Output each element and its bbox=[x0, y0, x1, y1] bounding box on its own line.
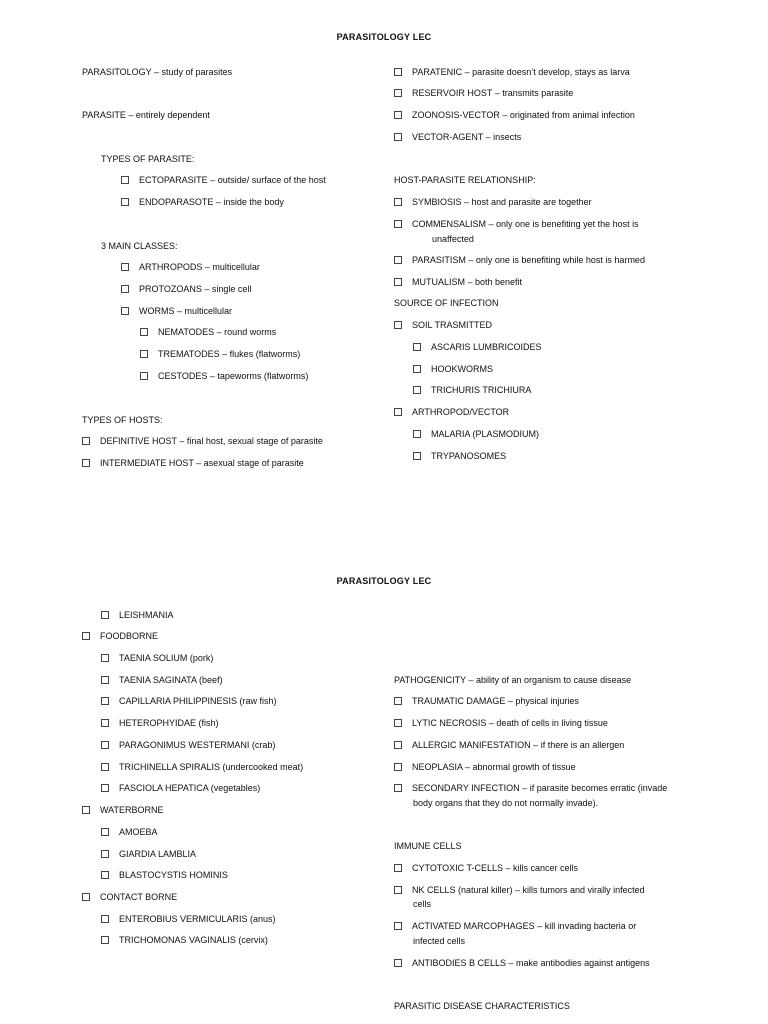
list-item: BLASTOCYSTIS HOMINIS bbox=[101, 869, 228, 882]
list-item: TRICHOMONAS VAGINALIS (cervix) bbox=[101, 934, 268, 947]
checkbox-icon bbox=[101, 850, 109, 858]
list-item: ENDOPARASOTE – inside the body bbox=[121, 196, 284, 209]
checkbox-icon bbox=[394, 68, 402, 76]
list-item: WATERBORNE bbox=[82, 804, 164, 817]
checkbox-icon bbox=[101, 676, 109, 684]
list-item: NEMATODES – round worms bbox=[140, 326, 276, 339]
page-title: PARASITOLOGY LEC bbox=[336, 576, 432, 586]
list-item: SOIL TRASMITTED bbox=[394, 319, 492, 332]
checkbox-icon bbox=[394, 408, 402, 416]
checkbox-icon bbox=[394, 133, 402, 141]
list-item: ECTOPARASITE – outside/ surface of the host bbox=[121, 174, 326, 187]
checkbox-icon bbox=[394, 784, 402, 792]
checkbox-icon bbox=[413, 343, 421, 351]
list-item: ALLERGIC MANIFESTATION – if there is an allergen bbox=[394, 739, 624, 752]
checkbox-icon bbox=[101, 611, 109, 619]
list-item: TRICHURIS TRICHIURA bbox=[413, 384, 531, 397]
checkbox-icon bbox=[101, 828, 109, 836]
types-of-hosts-heading: TYPES OF HOSTS: bbox=[82, 415, 163, 425]
list-item: MALARIA (PLASMODIUM) bbox=[413, 428, 539, 441]
checkbox-icon bbox=[140, 328, 148, 336]
checkbox-icon bbox=[121, 285, 129, 293]
checkbox-icon bbox=[394, 256, 402, 264]
checkbox-icon bbox=[413, 365, 421, 373]
list-item: ZOONOSIS-VECTOR – originated from animal infection bbox=[394, 109, 635, 122]
list-item: COMMENSALISM – only one is benefiting yet the host is bbox=[394, 218, 639, 231]
checkbox-icon bbox=[394, 89, 402, 97]
list-item: LEISHMANIA bbox=[101, 609, 174, 622]
checkbox-icon bbox=[101, 741, 109, 749]
checkbox-icon bbox=[394, 922, 402, 930]
checkbox-icon bbox=[413, 452, 421, 460]
parasite-definition: PARASITE – entirely dependent bbox=[82, 110, 210, 120]
list-item-continuation: infected cells bbox=[413, 936, 466, 946]
checkbox-icon bbox=[82, 893, 90, 901]
immune-cells-heading: IMMUNE CELLS bbox=[394, 841, 462, 851]
list-item: CYTOTOXIC T-CELLS – kills cancer cells bbox=[394, 862, 578, 875]
list-item: FOODBORNE bbox=[82, 630, 158, 643]
list-item: TRAUMATIC DAMAGE – physical injuries bbox=[394, 695, 579, 708]
checkbox-icon bbox=[394, 198, 402, 206]
checkbox-icon bbox=[394, 697, 402, 705]
list-item-continuation: unaffected bbox=[432, 234, 474, 244]
list-item: SECONDARY INFECTION – if parasite becomes erratic (invade bbox=[394, 782, 667, 795]
checkbox-icon bbox=[82, 459, 90, 467]
checkbox-icon bbox=[394, 763, 402, 771]
types-of-parasite-heading: TYPES OF PARASITE: bbox=[101, 154, 195, 164]
checkbox-icon bbox=[121, 263, 129, 271]
list-item: CESTODES – tapeworms (flatworms) bbox=[140, 370, 308, 383]
checkbox-icon bbox=[394, 278, 402, 286]
list-item-continuation: body organs that they do not normally invade). bbox=[413, 798, 599, 808]
list-item: GIARDIA LAMBLIA bbox=[101, 848, 196, 861]
checkbox-icon bbox=[394, 741, 402, 749]
list-item: HETEROPHYIDAE (fish) bbox=[101, 717, 219, 730]
list-item: MUTUALISM – both benefit bbox=[394, 276, 522, 289]
page-title: PARASITOLOGY LEC bbox=[336, 32, 432, 42]
list-item: WORMS – multicellular bbox=[121, 305, 232, 318]
list-item: TRYPANOSOMES bbox=[413, 450, 506, 463]
list-item: SYMBIOSIS – host and parasite are together bbox=[394, 196, 592, 209]
list-item: NEOPLASIA – abnormal growth of tissue bbox=[394, 761, 576, 774]
list-item-continuation: cells bbox=[413, 899, 432, 909]
source-of-infection-heading: SOURCE OF INFECTION bbox=[394, 298, 499, 308]
checkbox-icon bbox=[394, 886, 402, 894]
list-item: FASCIOLA HEPATICA (vegetables) bbox=[101, 782, 260, 795]
checkbox-icon bbox=[101, 697, 109, 705]
checkbox-icon bbox=[101, 871, 109, 879]
list-item: PARATENIC – parasite doesn’t develop, stays as larva bbox=[394, 66, 630, 79]
checkbox-icon bbox=[101, 763, 109, 771]
list-item: ANTIBODIES B CELLS – make antibodies against antigens bbox=[394, 957, 650, 970]
pathogenicity-heading: PATHOGENICITY – ability of an organism to cause disease bbox=[394, 675, 632, 685]
checkbox-icon bbox=[82, 632, 90, 640]
checkbox-icon bbox=[101, 719, 109, 727]
list-item: DEFINITIVE HOST – final host, sexual stage of parasite bbox=[82, 435, 323, 448]
list-item: CAPILLARIA PHILIPPINESIS (raw fish) bbox=[101, 695, 277, 708]
checkbox-icon bbox=[413, 386, 421, 394]
list-item: ARTHROPODS – multicellular bbox=[121, 261, 260, 274]
parasitology-definition: PARASITOLOGY – study of parasites bbox=[82, 67, 233, 77]
checkbox-icon bbox=[101, 915, 109, 923]
checkbox-icon bbox=[82, 437, 90, 445]
list-item: TAENIA SAGINATA (beef) bbox=[101, 674, 223, 687]
checkbox-icon bbox=[82, 806, 90, 814]
checkbox-icon bbox=[394, 719, 402, 727]
list-item: VECTOR-AGENT – insects bbox=[394, 131, 521, 144]
checkbox-icon bbox=[101, 654, 109, 662]
checkbox-icon bbox=[394, 864, 402, 872]
list-item: AMOEBA bbox=[101, 826, 158, 839]
list-item: TAENIA SOLIUM (pork) bbox=[101, 652, 213, 665]
list-item: ASCARIS LUMBRICOIDES bbox=[413, 341, 542, 354]
list-item: INTERMEDIATE HOST – asexual stage of parasite bbox=[82, 457, 304, 470]
list-item: TREMATODES – flukes (flatworms) bbox=[140, 348, 300, 361]
list-item: TRICHINELLA SPIRALIS (undercooked meat) bbox=[101, 761, 303, 774]
checkbox-icon bbox=[413, 430, 421, 438]
list-item: PROTOZOANS – single cell bbox=[121, 283, 251, 296]
checkbox-icon bbox=[140, 350, 148, 358]
list-item: ACTIVATED MARCOPHAGES – kill invading bacteria or bbox=[394, 920, 636, 933]
host-parasite-heading: HOST-PARASITE RELATIONSHIP: bbox=[394, 175, 536, 185]
checkbox-icon bbox=[394, 959, 402, 967]
checkbox-icon bbox=[101, 784, 109, 792]
parasitic-disease-heading: PARASITIC DISEASE CHARACTERISTICS bbox=[394, 1001, 570, 1011]
list-item: NK CELLS (natural killer) – kills tumors and virally infected bbox=[394, 884, 645, 897]
list-item: RESERVOIR HOST – transmits parasite bbox=[394, 87, 573, 100]
checkbox-icon bbox=[121, 198, 129, 206]
list-item: HOOKWORMS bbox=[413, 363, 493, 376]
checkbox-icon bbox=[394, 111, 402, 119]
checkbox-icon bbox=[121, 176, 129, 184]
checkbox-icon bbox=[394, 321, 402, 329]
list-item: PARAGONIMUS WESTERMANI (crab) bbox=[101, 739, 275, 752]
checkbox-icon bbox=[394, 220, 402, 228]
list-item: CONTACT BORNE bbox=[82, 891, 177, 904]
main-classes-heading: 3 MAIN CLASSES: bbox=[101, 241, 178, 251]
list-item: ARTHROPOD/VECTOR bbox=[394, 406, 509, 419]
list-item: ENTEROBIUS VERMICULARIS (anus) bbox=[101, 913, 276, 926]
list-item: LYTIC NECROSIS – death of cells in living tissue bbox=[394, 717, 608, 730]
checkbox-icon bbox=[121, 307, 129, 315]
checkbox-icon bbox=[140, 372, 148, 380]
list-item: PARASITISM – only one is benefiting while host is harmed bbox=[394, 254, 645, 267]
checkbox-icon bbox=[101, 936, 109, 944]
